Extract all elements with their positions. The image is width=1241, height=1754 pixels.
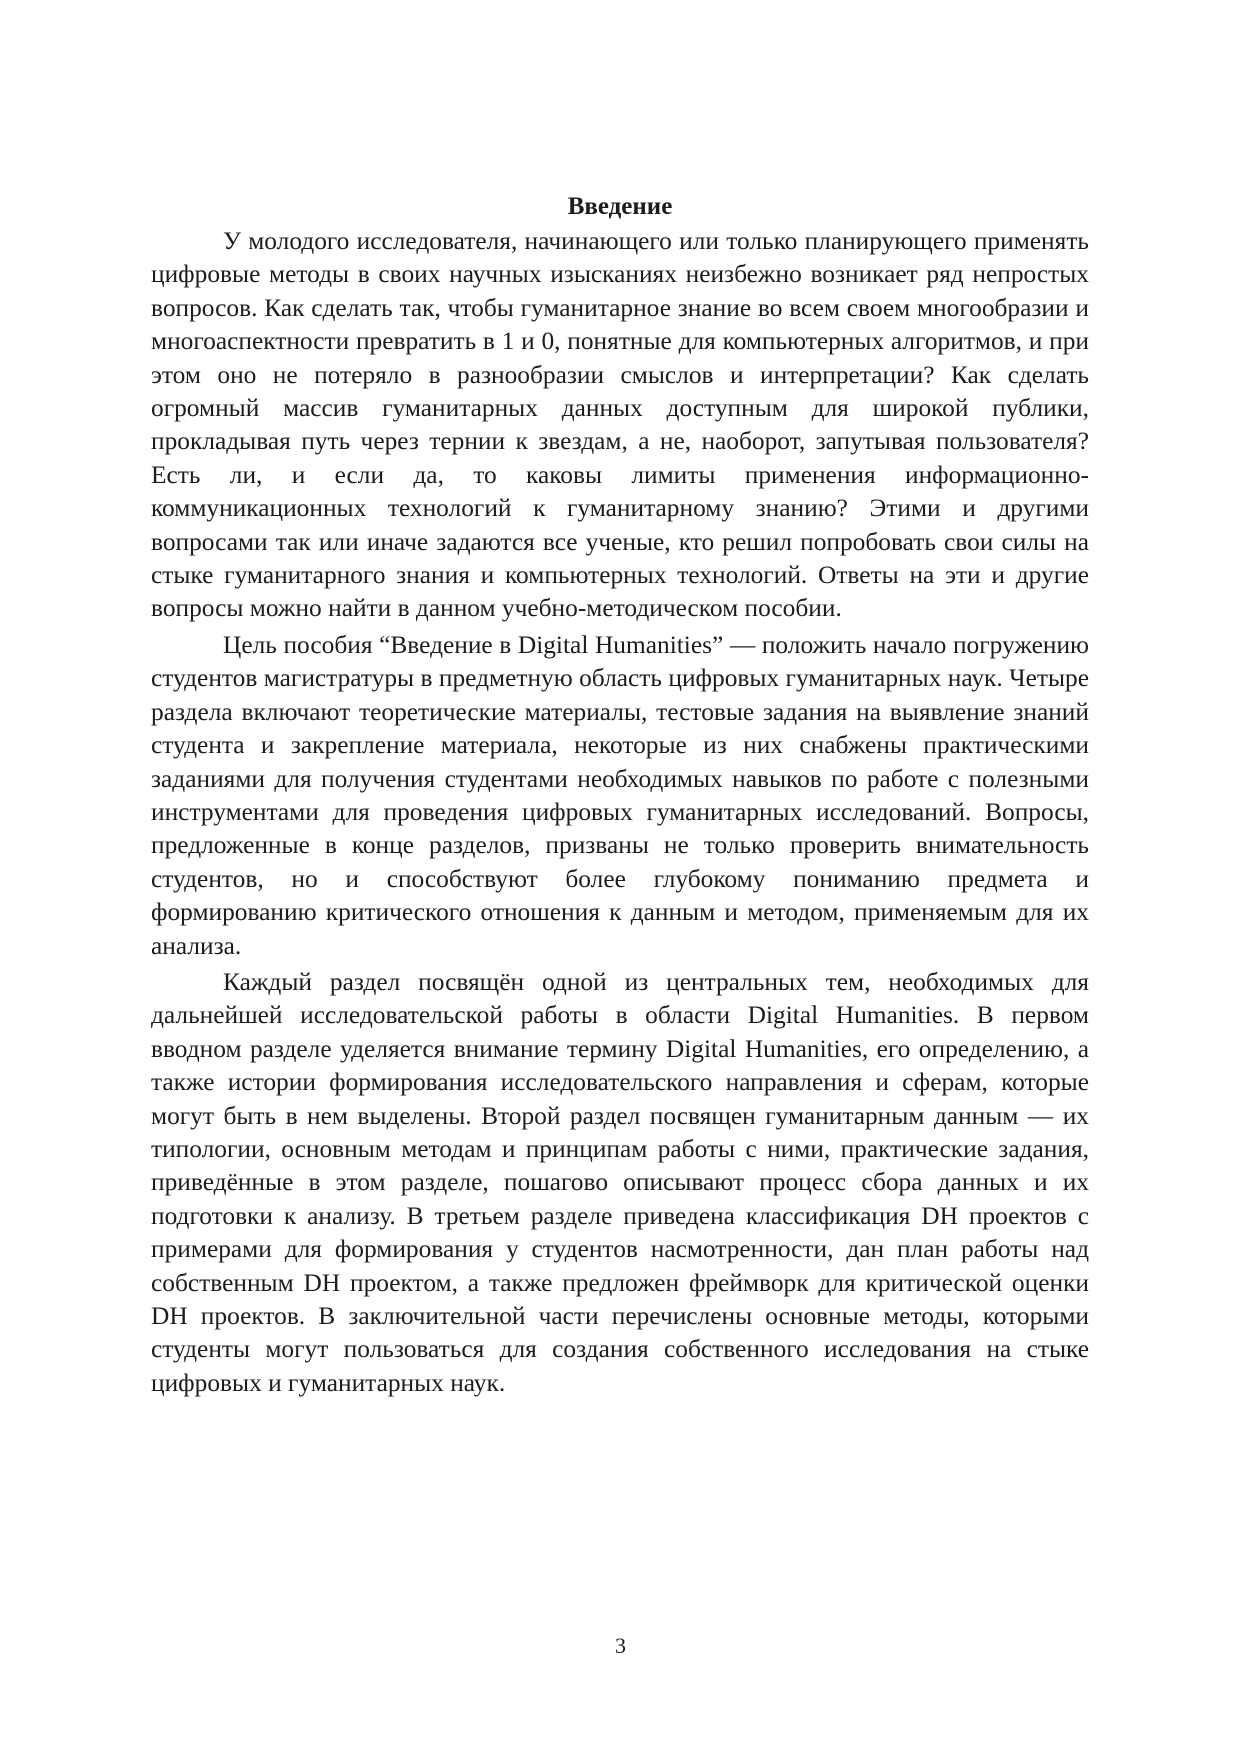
- body-paragraph-1: У молодого исследователя, начинающего или только планирующего применять цифровые методы в своих научных изысканиях неизбежно возникает ряд непростых вопросов. Как сделать так, чтобы гуманитарное знание во всем своем многообразии и многоаспектности превратить в 1 и 0, понятные для компьютерных алгоритмов, и при этом оно не потеряло в разнообразии смыслов и интерпретации? Как сделать огромный массив гуманитарных данных доступным для широкой публики, прокладывая путь через тернии к звездам, а не, наоборот, запутывая пользователя? Есть ли, и если да, то каковы лимиты применения информационно-коммуникационных технологий к гуманитарному знанию? Этими и другими вопросами так или иначе задаются все ученые, кто решил попробовать свои силы на стыке гуманитарного знания и компьютерных технологий. Ответы на эти и другие вопросы можно найти в данном учебно-методическом пособии.: [151, 227, 1089, 623]
- document-page: [151, 190, 1089, 1400]
- page-number: 3: [615, 1633, 626, 1658]
- body-paragraph-2: Цель пособия “Введение в Digital Humanities” — положить начало погружению студентов магистратуры в предметную область цифровых гуманитарных наук. Четыре раздела включают теоретические материалы, тестовые задания на выявление знаний студента и закрепление материала, некоторые из них снабжены практическими заданиями для получения студентами необходимых навыков по работе с полезными инструментами для проведения цифровых гуманитарных исследований. Вопросы, предложенные в конце разделов, призваны не только проверить внимательность студентов, но и способствуют более глубокому пониманию предмета и формированию критического отношения к данным и методом, применяемым для их анализа.: [151, 630, 1089, 960]
- body-paragraph-3: Каждый раздел посвящён одной из центральных тем, необходимых для дальнейшей исследовательской работы в области Digital Humanities. В первом вводном разделе уделяется внимание термину Digital Humanities, его определению, а также истории формирования исследовательского направления и сферам, которые могут быть в нем выделены. Второй раздел посвящен гуманитарным данным — их типологии, основным методам и принципам работы с ними, практические задания, приведённые в этом разделе, пошагово описывают процесс сбора данных и их подготовки к анализу. В третьем разделе приведена классификация DH проектов с примерами для формирования у студентов насмотренности, дан план работы над собственным DH проектом, а также предложен фреймворк для критической оценки DH проектов. В заключительной части перечислены основные методы, которыми студенты могут пользоваться для создания собственного исследования на стыке цифровых и гуманитарных наук.: [151, 967, 1089, 1397]
- section-title: Введение: [567, 193, 673, 220]
